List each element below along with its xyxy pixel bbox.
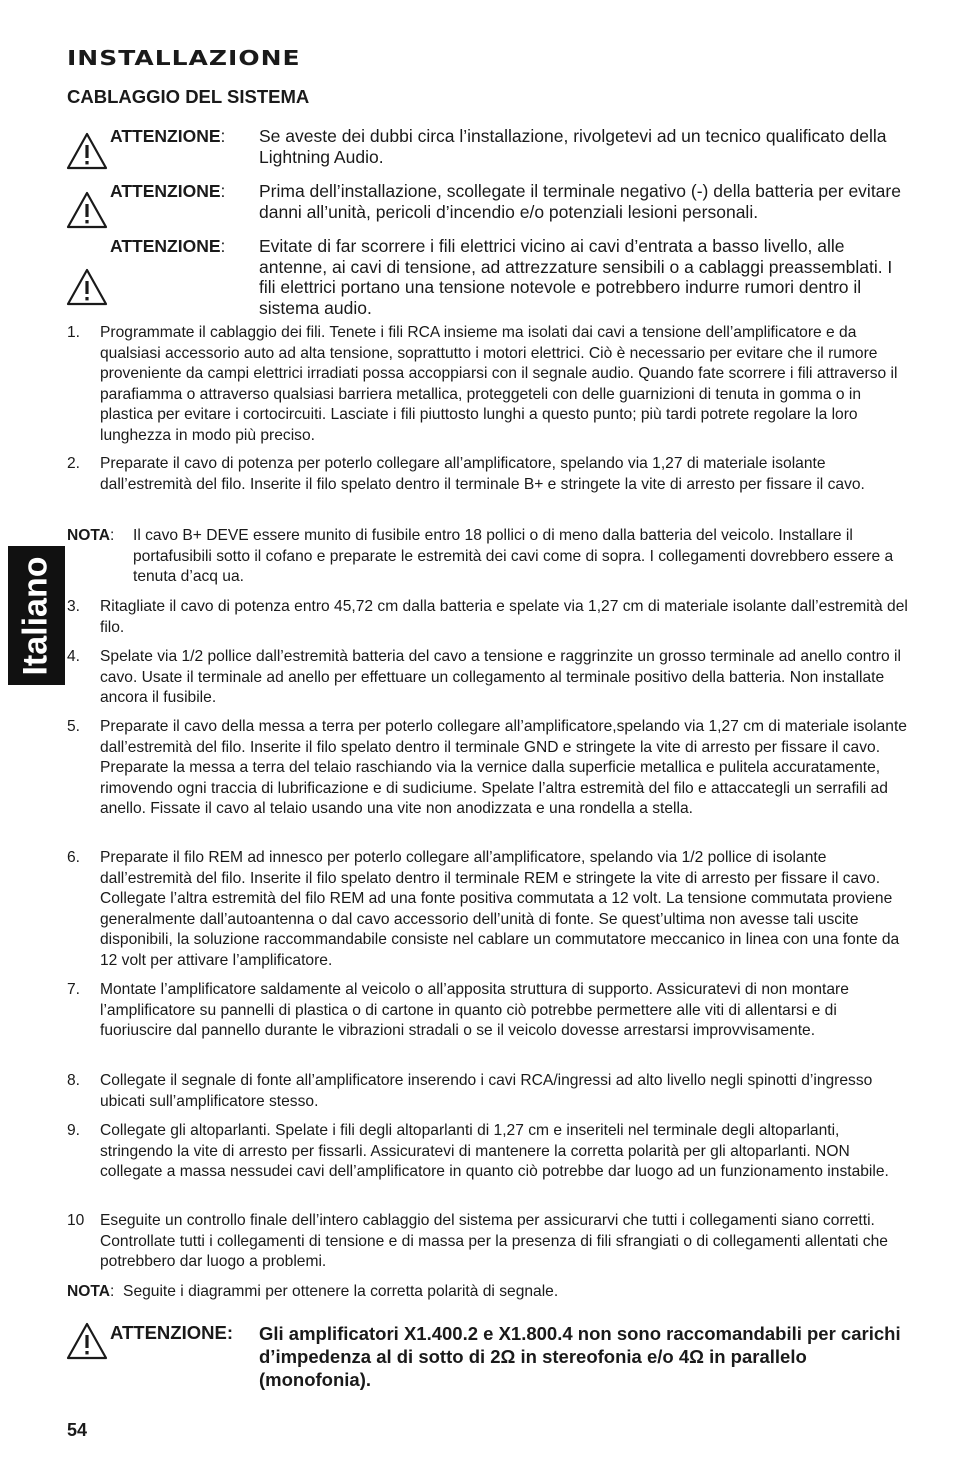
step-text: Ritagliate il cavo di potenza entro 45,72 cm dalla batteria e spelate via 1,27 cm di materiale isolante dall’estremità del filo.	[100, 598, 908, 636]
step-number: 10	[67, 1212, 85, 1229]
step-text: Preparate il cavo di potenza per poterlo collegare all’amplificatore, spelando via 1,27 di materiale isolante dall’estremità del filo. Inserite il filo spelato dentro il terminale B+ e stringete la vite di arresto per fissare il cavo.	[100, 455, 865, 493]
section-subheader: CABLAGGIO DEL SISTEMA	[67, 86, 310, 107]
step-text: Preparate il filo REM ad innesco per poterlo collegare all’amplificatore, spelando via 1/2 pollice di isolante dall’estremità del filo. Inserite il filo spelato dentro il terminale REM e stringete la vite di arresto per fissare il cavo. Collegate l’altra estremità del filo REM ad una fonte positiva commutata a 12 volt. La tensione commutata proviene generalmente dall’autoantenna o dal cavo accessorio dell’unità di fonte. Se quest’ultima non avesse tali uscite disponibili, la soluzione raccommandabile consiste nel cablare un commutatore meccanico in linea con una fonte da 12 volt per attivare l’amplificatore.	[100, 849, 900, 969]
step-item	[67, 454, 910, 495]
step-text: Programmate il cablaggio dei fili. Tenete i fili RCA insieme ma isolati dai cavi a tensione dell’amplificatore e da qualsiasi accessorio auto ad alta tensione, soprattutto i motori elettrici. Ciò è necessario per evitare che il rumore proveniente da campi elettrici irradiati possa accoppiarsi con il segnale audio. Quando fate scorrere i fili attraverso il parafiamma o attraverso qualsiasi barriera metallica, proteggeteli con delle guarnizioni di tenuta in gomma o in plastica per evitare i cortocircuiti. Lasciate i fili piuttosto lunghi a questo punto; più tardi potrete regolare la loro lunghezza in modo più preciso.	[100, 324, 898, 444]
warning-triangle-icon	[66, 132, 108, 170]
warning-label: ATTENZIONE:	[110, 1322, 233, 1343]
warning-text: Evitate di far scorrere i fili elettrici vicino ai cavi d’entrata a basso livello, alle antenne, ai cavi di tensione, ad attrezzature sensibili o a cablaggi preassemblati. I fili elettrici portano una tensione notevole e potrebbero indurre rumori dentro il sistema audio.	[259, 236, 893, 318]
step-number: 5.	[67, 718, 81, 735]
note-text: Seguite i diagrammi per ottenere la corretta polarità di segnale.	[123, 1283, 559, 1300]
step-text: Montate l’amplificatore saldamente al veicolo o all’apposita struttura di supporto. Assicuratevi di non montare l’amplificatore su pannelli di plastica o di cartone in quanto ciò potrebbe permettere alle viti di allentarsi e di fuoriuscire dal pannello durante le vibrazioni stradali o se il veicolo dovesse arrestarsi improvvisamente.	[100, 981, 849, 1039]
step-text: Collegate il segnale di fonte all’amplificatore inserendo i cavi RCA/ingressi ad alto livello negli spinotti d’ingresso ubicati sull’amplificatore stesso.	[100, 1072, 873, 1110]
warning-text: Gli amplificatori X1.400.2 e X1.800.4 non sono raccomandabili per carichi d’impedenza al di sotto di 2Ω in stereofonia e/o 4Ω in parallelo (monofonia).	[259, 1323, 901, 1390]
step-number: 4.	[67, 648, 81, 665]
warning-triangle-icon	[66, 1322, 108, 1360]
warning-text: Prima dell’installazione, scollegate il terminale negativo (-) della batteria per evitare danni all’unità, pericoli d’incendio e/o potenziali lesioni personali.	[259, 181, 901, 222]
step-item	[67, 647, 910, 709]
step-number: 8.	[67, 1072, 81, 1089]
step-number: 6.	[67, 849, 81, 866]
warning-label: ATTENZIONE:	[110, 236, 226, 256]
step-text: Eseguite un controllo finale dell’intero cablaggio del sistema per assicurarvi che tutti i collegamenti siano corretti. Controllate tutti i collegamenti di tensione e di massa per la presenza di fili sfrangiati o di collegamenti allentati che potrebbero dar luogo a problemi.	[100, 1212, 888, 1270]
note-block	[67, 526, 910, 585]
note-text: Il cavo B+ DEVE essere munito di fusibile entro 18 pollici o di meno dalla batteria del veicolo. Installare il portafusibili sotto il cofano e preparate le estremità dei cavi come di sopra. I collegamenti dovrebbero essere a tenuta d’acq ua.	[133, 527, 894, 585]
note-block	[67, 1282, 910, 1303]
warning-triangle-icon	[66, 268, 108, 306]
step-item	[67, 1211, 910, 1273]
step-number: 3.	[67, 598, 81, 615]
step-item	[67, 323, 910, 446]
step-item	[67, 1121, 910, 1183]
step-number: 7.	[67, 981, 81, 998]
note-separator: :	[110, 527, 115, 544]
note-label: NOTA	[67, 1283, 111, 1300]
section-header: INSTALLAZIONE	[67, 46, 301, 70]
note-separator: :	[110, 1283, 115, 1300]
language-side-tab	[8, 546, 65, 685]
step-item	[67, 597, 910, 638]
note-label: NOTA	[67, 527, 111, 544]
step-number: 1.	[67, 324, 81, 341]
step-item	[67, 717, 910, 820]
step-text: Spelate via 1/2 pollice dall’estremità batteria del cavo a tensione e raggrinzite un grosso terminale ad anello contro il cavo. Usate il terminale ad anello per effettuare un collegamento al terminale positivo della batteria. Non installate ancora il fusibile.	[100, 648, 901, 706]
warning-label: ATTENZIONE:	[110, 126, 226, 146]
warning-label: ATTENZIONE:	[110, 181, 226, 201]
step-number: 9.	[67, 1122, 81, 1139]
step-text: Collegate gli altoparlanti. Spelate i fili degli altoparlanti di 1,27 cm e inseriteli nel terminale degli altoparlanti, stringendo la vite di arresto per fissarli. Assicuratevi di mantenere la corretta polarità per gli altoparlanti. NON collegate a massa nessudei cavi dell’amplificatore in quanto ciò potrebbe dar luogo ad un funzionamento instabile.	[100, 1122, 889, 1180]
step-number: 2.	[67, 455, 81, 472]
warning-text: Se aveste dei dubbi circa l’installazione, rivolgetevi ad un tecnico qualificato della Lightning Audio.	[259, 126, 887, 167]
step-item	[67, 848, 910, 971]
language-label: Italiano	[16, 556, 55, 676]
step-item	[67, 1071, 910, 1112]
step-text: Preparate il cavo della messa a terra per poterlo collegare all’amplificatore,spelando via 1,27 cm di materiale isolante dall’estremità del filo. Inserite il filo spelato dentro il terminale GND e stringete la vite di arresto per fissare il cavo. Preparate la messa a terra del telaio raschiando via la vernice dalla superficie metallica e pulitela accuratamente, rimovendo ogni traccia di lubrificazione e di sudiciume. Spelate l’altra estremità del filo e attaccategli un serrafili ad anello. Fissate il cavo al telaio usando una vite non anodizzata e una rondella a stella.	[100, 718, 907, 817]
warning-triangle-icon	[66, 191, 108, 229]
step-item	[67, 980, 910, 1042]
page-number: 54	[67, 1420, 88, 1440]
